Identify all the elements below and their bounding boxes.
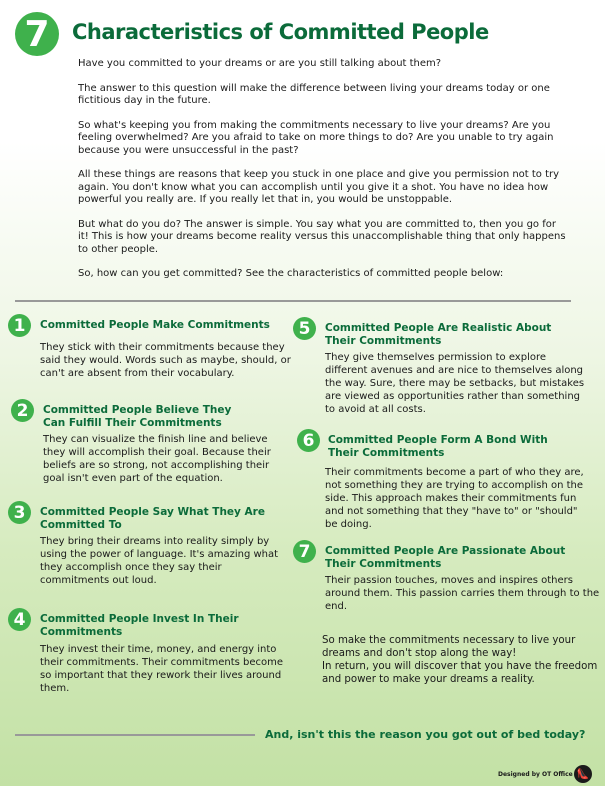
intro-text xyxy=(78,58,568,293)
item-body-1: They stick with their commitments because they said they would. Words such as maybe, should, or can't are absent from their vocabulary. xyxy=(40,342,291,379)
credit xyxy=(498,765,592,783)
item-title-3: Committed People Say What They Are Committed To xyxy=(40,506,265,531)
number-badge-5: 5 xyxy=(293,317,316,340)
bottom-divider xyxy=(15,734,255,736)
divider xyxy=(15,300,571,302)
intro-paragraph: So, how can you get committed? See the characteristics of committed people below: xyxy=(78,268,504,279)
intro-paragraph: Have you committed to your dreams or are you still talking about them? xyxy=(78,58,442,69)
intro-paragraph: The answer to this question will make the difference between living your dreams today or one fictitious day in the future. xyxy=(78,82,550,106)
item-body-4: They invest their time, money, and energy into their commitments. Their commitments become so important that they rework their lives around them. xyxy=(40,644,284,694)
item-body-6: Their commitments become a part of who they are, not something they are trying to accomplish on the side. This approach makes their commitments fun and not something that they "have to" or "should" be doing. xyxy=(325,467,584,530)
item-title-6: Committed People Form A Bond With Their Commitments xyxy=(328,434,548,459)
item-title-2: Committed People Believe They Can Fulfill Their Commitments xyxy=(43,404,232,429)
item-title-7: Committed People Are Passionate About Their Commitments xyxy=(325,545,566,570)
page-title: Characteristics of Committed People xyxy=(72,20,489,44)
number-badge-6: 6 xyxy=(297,429,320,452)
item-title-1: Committed People Make Commitments xyxy=(40,319,270,331)
credit-text: Designed by OT Office xyxy=(498,770,573,778)
number-badge-3: 3 xyxy=(8,501,31,524)
intro-paragraph: But what do you do? The answer is simple. You say what you are committed to, then you go for it! This is how your dreams become reality versus this unaccomplishable thing that only happens to other people. xyxy=(78,218,566,255)
high-heel-logo-icon: 👠 xyxy=(574,765,592,783)
number-badge-7: 7 xyxy=(293,540,316,563)
item-body-3: They bring their dreams into reality simply by using the power of language. It's amazing what they accomplish once they say their commitments out loud. xyxy=(40,536,279,586)
tagline: And, isn't this the reason you got out of bed today? xyxy=(265,728,586,741)
item-body-2: They can visualize the finish line and believe they will accomplish their goal. Because their beliefs are so strong, not accomplishing their goal isn't even part of the equation. xyxy=(43,434,271,484)
item-body-7: Their passion touches, moves and inspires others around them. This passion carries them through to the end. xyxy=(325,575,600,612)
closing-text xyxy=(322,634,602,686)
closing-line: In return, you will discover that you have the freedom and power to make your dreams a reality. xyxy=(322,661,598,685)
number-badge-4: 4 xyxy=(8,608,31,631)
number-seven-badge: 7 xyxy=(15,12,59,56)
item-body-5: They give themselves permission to explore different avenues and are nice to themselves along the way. Sure, there may be setbacks, but mistakes are viewed as opportunities rather than something to avoid at all costs. xyxy=(325,352,585,415)
number-badge-2: 2 xyxy=(11,399,34,422)
closing-line: So make the commitments necessary to live your dreams and don't stop along the way! xyxy=(322,635,576,659)
intro-paragraph: All these things are reasons that keep you stuck in one place and give you permission not to try again. You don't know what you can accomplish until you give it a shot. You have no idea how powerful you really are. If you really let that in, you would be unstoppable. xyxy=(78,169,560,205)
item-title-5: Committed People Are Realistic About Their Commitments xyxy=(325,322,552,347)
number-badge-1: 1 xyxy=(8,314,31,337)
intro-paragraph: So what's keeping you from making the commitments necessary to live your dreams? Are you feeling overwhelmed? Are you afraid to take on more things to do? Are you unable to try again because you were unsuccessful in the past? xyxy=(78,119,554,156)
item-title-4: Committed People Invest In Their Commitments xyxy=(40,613,239,638)
